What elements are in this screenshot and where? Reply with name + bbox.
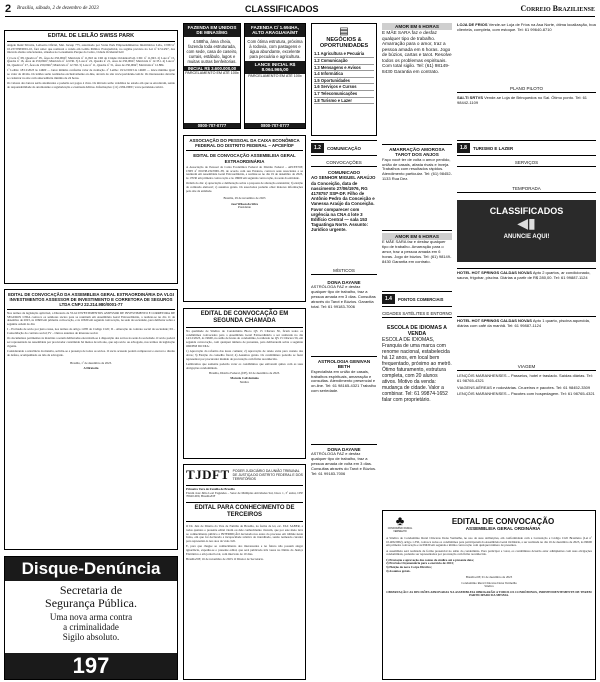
category-box-comunicacao[interactable] (311, 140, 377, 156)
tjdft-court-block (186, 488, 303, 499)
amarracao-ad (382, 144, 452, 226)
amor-2-body: E MÃE SARA faz e desfaz qualquer tipo de trabalho. Amarração para o amor, traz a pessoa amada em 6 horas. Jogo de búzios. Tel: (61) 98149-8430 Garantia em contrato. (382, 239, 452, 264)
citacao-para: E, para que chegue ao conhecimento dos interessados e no futuro não possam alegar ignorância, expediu-se o presente edital, que será publicado três vezes no Diário da Justiça Eletrônico e em jornal local, com intervalo de 10 dias. (186, 544, 303, 556)
amor-2-title: AMOR EM 6 HORAS (382, 233, 452, 240)
condominio-header (386, 514, 592, 534)
apcef-notice (183, 135, 306, 302)
disque-line3: Uma nova arma contra (49, 612, 133, 622)
dona-dayane-ad-1 (311, 280, 377, 352)
viagem-header: VIAGEM (457, 364, 596, 371)
escola-body: ESCOLA DE IDIOMAS, Franquia de uma marca com renome nacional, estabelecida há 12 anos, em local bem frequentado, próximo ao metrô. Ótimo faturamento, estrutura completa, com 20 alunos ativos. Motivo da venda: mudança de cidade. Valor a combinar. Tel: 61 99874-1652 falar com proprietário. (382, 337, 452, 403)
leilao-body (7, 44, 175, 90)
leilao-para: Os valores dos lances serão atualizados e poderão ser pagos à vista. Os imóveis serão vendidos no estado em que se encontram, sendo de responsabilidade do arrematante a regularização e eventuais débitos. Informações: (11) 2184-0900 | www.portalzuk.com.br. (7, 81, 175, 89)
assembleia-body (7, 312, 175, 371)
loja-frios-text (457, 23, 596, 33)
hotel-ad-1 (457, 268, 596, 312)
disque-title: Disque-Denúncia (5, 557, 177, 581)
index-list (314, 51, 374, 104)
classificados-ad-title: CLASSIFICADOS (489, 206, 564, 216)
convocacoes-header: CONVOCAÇÕES (311, 160, 377, 167)
condominio-body (386, 537, 592, 598)
dona-1-body: ASTRÓLOGA FAZ e desfaz qualquer tipo de trabalho, traz a pessoa amada em 3 dias. Consultas através do Tarot e Búzios. Garantia total. Tel: 61 99183-7006 (311, 284, 376, 309)
index-item[interactable]: 1.7 Telecomunicações (314, 91, 374, 98)
assembleia-para: I – Exclusão de sócio por justa causa, nos termos do artigo 1.085 do Código Civil; II – Alteração do contrato social da sociedade; III – Consolidação do contrato social; IV – Outros assuntos de interesse social. (7, 327, 175, 336)
apcef-subtitle: EDITAL DE CONVOCAÇÃO ASSEMBLEIA GERAL EXTRAORDINÁRIA (186, 150, 303, 163)
megaphone-icon: ◀▮ (517, 217, 536, 232)
convocacao-signer-role: Síndico (239, 379, 250, 384)
comunicado-ad (311, 170, 377, 264)
cidades-header: CIDADES SATÉLITES E ENTORNO (382, 311, 452, 316)
index-item[interactable]: 1.6 Serviços e Cursos (314, 84, 374, 91)
convocacao-signer: Marcelo Cali Antônio (230, 376, 259, 381)
convocacao-body (186, 330, 303, 385)
fazenda-1-title: FAZENDA EM UNIDOS DE MINAS/MG (184, 24, 240, 37)
assembleia-title: EDITAL DE CONVOCAÇÃO DA ASSEMBLEIA GERAL EXTRAORDINÁRIA DA VLGI INVESTIMENTOS ASSESSOR DE INVESTIMENTO E CORRETORA DE SEGUROS LTDA CNPJ 22.214.980/0001-77 (7, 292, 175, 310)
escola-ad (382, 325, 452, 505)
condominio-para: A assembleia será realizada de forma presencial no salão do condomínio. Para participar e votar, os condôminos deverão estar adimplentes com suas obrigações condominiais, podendo ser representados por procuração com firma reconhecida. (386, 548, 592, 557)
astrologia-body: Especialista em união de casais, trabalhos espirituais, amarração e consultas. Atendimento presencial e on-line. Tel: 61 98165-4321 Trabalho com seriedade. (311, 368, 377, 393)
condominio-logo (386, 514, 414, 534)
assembleia-para: Considerando a relevância da matéria, solicita-se a presença de todos os sócios. O sócio acusado poderá comparecer e exercer o direito de defesa, acompanhado ou não de advogado. (7, 349, 175, 357)
apcef-para: Ordem do dia: a) apreciação e deliberação sobre a proposta de alteração estatutária; b) eleição da comissão eleitoral; c) assuntos gerais. Os associados poderão obter maiores informações pelo site da entidade. (186, 181, 303, 193)
fazenda-ad-2 (244, 23, 306, 129)
category-label: TURISMO E LAZER (472, 145, 514, 151)
assembleia-signer: A Diretoria (83, 365, 99, 370)
condominio-titles (414, 517, 592, 531)
category-number: 1.4 (382, 294, 395, 304)
index-item[interactable]: 1.8 Turismo e Lazer (314, 98, 374, 105)
page-header (5, 3, 595, 17)
hotel-1-text (457, 271, 596, 281)
disque-line5: Sigilo absoluto. (62, 632, 120, 642)
category-number: 1.8 (457, 143, 470, 153)
tjdft-notice (183, 464, 306, 680)
tjdft-header (186, 467, 303, 486)
hotel-1-body: Apto 2 quartos, ar condicionado, sauna, frigobar, piscina. Diárias a partir de R$ 280,00. Tel: 61 99887-1124 (457, 270, 591, 280)
comunicado-title: COMUNICADO (327, 170, 361, 175)
loja-frios-ad (457, 23, 596, 83)
astrologia-ad (311, 356, 377, 440)
hotel-ad-2 (457, 316, 596, 360)
index-box (311, 23, 377, 136)
disque-line2: Segurança Pública. (45, 596, 137, 610)
convocacao-para: 1) Aprovação da reforma das áreas comuns; 2) Aprovação de rateio extra para custeio das obras; 3) Eleição do conselho fiscal; 4) Assuntos gerais. Os condôminos poderão se fazer representar por procurador munido de procuração com firma reconhecida. (186, 349, 303, 361)
loja-frios-title: LOJA DE FRIOS (457, 22, 488, 27)
category-label: PONTOS COMERCIAIS (397, 296, 444, 302)
condominio-subtitle: ASSEMBLEIA GERAL ORDINÁRIA (465, 525, 541, 531)
newspaper-name: Correio Braziliense (520, 4, 595, 13)
tjdft-logo: TJDFT (186, 467, 230, 482)
leilao-para: 1º Leilão: 18/12/2023 às 14h00 — lance mínimo conforme valor de avaliação. 2º Leilão: 19/12/2023 às 14h00 — lance mínimo igual ao valor da dívida. Os leilões serão realizados exclusivamente on-line, através do site www.portalzuk.com.br. Os interessados deverão se cadastrar no site com antecedência mínima de 24 horas. (7, 68, 175, 80)
tree-icon: ♣ (395, 513, 405, 528)
hotel-2-title: HOTEL HOT SPRINGS CALDAS NOVAS (457, 318, 532, 323)
apcef-signer: José Wilson da Silva (231, 201, 258, 206)
convocacao-notice (183, 308, 306, 459)
convocacao-sign: Brasília, Distrito Federal, (DF), 02 de dezembro de 2023. (209, 370, 280, 375)
fazenda-1-body: 4.588ha, área cheia, fazenda toda estruturada, com sede, casa de caseiro, currais, estábulo, lagos e muitas outras benfeitorias. (186, 38, 238, 64)
hotel-1-title: HOTEL HOT SPRINGS CALDAS NOVAS (457, 270, 532, 275)
disque-number: 197 (5, 653, 177, 679)
index-item[interactable]: 1.2 Comunicação (314, 58, 374, 65)
convocacao-title: EDITAL DE CONVOCAÇÃO EM SEGUNDA CHAMADA (186, 311, 303, 328)
plano-piloto-header: PLANO PILOTO (457, 86, 596, 93)
fazenda-2-phone: 0800-707-0777 (245, 123, 305, 128)
apcef-para: A Associação do Pessoal da Caixa Econômica Federal do Distrito Federal – APCEF/DF, CNPJ nº 00.038.232/0001-38, de acordo com seu Estatuto, convoca seus associados a se reunirem em Assembleia Geral Extraordinária, a realizar-se no dia 19 de dezembro de 2023, às 17h30 em primeira convocação e às 18h00 em segunda convocação, na sede da entidade. (186, 164, 303, 180)
amor-1-body: E MÃE SARA faz e desfaz qualquer tipo de trabalho. Amarração para o amor, traz a pessoa amada em 6 horas. Jogo de búzios, cartas e tarot. Resolve todos os problemas espirituais. Com total sigilo. Tel: (61) 98149-8430 Garantia em contrato. (382, 30, 452, 74)
category-label: COMUNICAÇÃO (326, 145, 361, 151)
tjdft-court: Primeira Vara de Família de Brasília (186, 487, 235, 491)
category-number: 1.2 (311, 143, 324, 153)
escola-title: ESCOLA DE IDIOMAS A VENDA (387, 325, 447, 337)
classificados-ad[interactable] (457, 200, 596, 262)
index-item[interactable]: 1.1 Agricultura e Pecuária (314, 51, 374, 58)
disque-line4: a criminalidade (63, 622, 119, 632)
category-box-turismo[interactable] (457, 140, 596, 156)
assembleia-sign: Brasília, 1º de dezembro de 2023. (70, 360, 112, 365)
leilao-notice (4, 30, 178, 284)
hotel-2-text (457, 319, 596, 329)
dona-1-title: DONA DAYANE (327, 280, 361, 285)
fazenda-1-price: INICIAL R$ 3.600.000,00 (184, 66, 240, 71)
condominio-footer: OBSERVAÇÃO: AS DECISÕES APROVADAS NA ASSEMBLEIA OBRIGARÃO A TODOS OS CONDÔMINOS, INDEPENDENTEMENTE DE TEREM PARTICIPADO DA MESMA. (386, 589, 592, 598)
condominio-title: EDITAL DE CONVOCAÇÃO (451, 516, 555, 526)
condominio-notice (382, 510, 596, 680)
fazenda-2-installments: PARCELAMENTO EM ATÉ 100x (248, 73, 302, 78)
agenda-item: 2) Previsão Orçamentária para o exercício de 2024; (386, 561, 454, 566)
misticos-header: MÍSTICOS (311, 268, 377, 275)
category-box-pontos[interactable] (382, 291, 452, 307)
agenda-item: 3) Eleição do novo Corpo Diretivo; (386, 564, 432, 569)
dateline: Brasília, sábado, 2 de dezembro de 2023 (17, 6, 99, 11)
sai-ti-body: Vende-se Loja de Brinquedos no Sai. Ótimo ponto. Tel: 61 98442-1109 (457, 95, 588, 105)
amarracao-body: Faço você ter de volta o amor perdido, união de casais, afasta rivais e inveja. Trabalhos com resultados rápidos. Atendimento particular. Tel: (61) 98452-1133 Rua Dez. (382, 156, 452, 181)
assembleia-para: Os documentos pertinentes às matérias a serem deliberadas encontram-se à disposição dos sócios na sede da sociedade. O sócio poderá ser representado na Assembleia por procurador constituído há menos de um ano, que seja sócio ou advogado, nos termos da legislação vigente. (7, 336, 175, 348)
hotel-2-body: Apto 1 quarto, piscina aquecida, diárias com café da manhã. Tel: 61 99887-1124 (457, 318, 591, 328)
agenda-item: 4) Assuntos gerais. (386, 568, 411, 573)
amor-ad-1 (382, 23, 452, 139)
section-title: CLASSIFICADOS (245, 4, 319, 14)
tjdft-address: Fórum José Júlio Leal Fagundes – Setor de Múltiplas Atividades Sul, bloco 1, 3º andar, CEP 70620-000, Brasília/DF (186, 490, 303, 499)
temporada-header: TEMPORADA (457, 186, 596, 193)
leilao-title: EDITAL DE LEILÃO SWISS PARK (7, 33, 175, 42)
condominio-sign: Brasília-DF, 01 de dezembro de 2023 (465, 575, 513, 580)
citacao-para: O Dr. Juiz de Direito da Vara de Família de Brasília, na forma da lei, etc. FAZ SABER, a todos quantos o presente edital virem ou dele conhecimento tiverem, que por este meio leva ao conhecimento público a INTERDIÇÃO decretada nos autos do processo em trâmite neste Juízo, em que foi declarada a incapacidade relativa do interditado, sendo nomeado curador para representá-lo nos atos da vida civil. (186, 524, 303, 543)
assembleia-para: Nos termos da legislação aplicável, a Diretoria da VLGI INVESTIMENTOS ASSESSOR DE INVESTIMENTO E CORRETORA DE SEGUROS LTDA convoca os senhores sócios para se reunirem em Assembleia Geral Extraordinária, a realizar-se no dia 11 de dezembro de 2023, às 10h00 em primeira convocação, e às 10h30 em segunda convocação, na sede da sociedade, para deliberar sobre a seguinte ordem do dia: (7, 311, 175, 327)
loja-frios-body: Vende-se Loja de Frios na Asa Norte, ótima localização, boa clientela, completa, com estoque. Tel: 61 99640-8710 (457, 22, 596, 32)
agenda-item: 1) Prestação e aprovação das contas do síndico até a presente data; (386, 557, 474, 562)
convocacao-para: Na qualidade de Síndico do Condomínio Bloco QS 15 Chácara 56, ficam todos os condôminos convocados para a Assembleia Geral Extraordinária a ser realizada no dia 14/12/2023, às 19h00, no salão de festas do condomínio, localizado no QS 15 Chácara 56, em segunda convocação, com qualquer número de presentes, para deliberarem sobre a seguinte ORDEM DO DIA: (186, 329, 303, 348)
dona-2-title: DONA DAYANE (327, 447, 361, 452)
condominio-signer-role: Síndica (484, 584, 494, 589)
fazenda-1-installments: PARCELAMENTO EM ATÉ 100x (185, 70, 239, 75)
dona-2-body: ASTRÓLOGA FAZ e desfaz qualquer tipo de trabalho, traz a pessoa amada de volta em 3 dias. Consultas através do Tarot e Búzios. Tel: 61 99183-7006 (311, 451, 377, 476)
viagem-list (457, 374, 596, 420)
lencois-ad-2: LENÇÓIS MARANHENSES – Pacotes com hospedagem. Tel: 61 98765-4321 (457, 391, 595, 397)
disque-line1: Secretaria de (59, 583, 123, 597)
amor-ad-2 (382, 230, 452, 286)
condominio-para: A Síndica do Condomínio Rural Chácaras Dona Vermelha, no uso de suas atribuições, em conformidade com a Convenção e Código Civil Brasileiro (Lei nº 10.406/2002), artigo 1.350, convoca todos os condôminos para participarem da Assembleia Geral Ordinária, a ser realizada no dia 16 de dezembro de 2023, às 09h00 em primeira convocação e às 09h30 em segunda e última convocação com qualquer número de presentes. (386, 535, 592, 548)
citacao-body (186, 525, 303, 562)
sai-ti-ad (457, 96, 596, 126)
lencois-ad-1: LENÇÓIS MARANHENSES – Passeios, hotel e traslado. Saídas diárias. Tel: 61 98765-4321 (457, 373, 593, 383)
apcef-title: ASSOCIAÇÃO DO PESSOAL DA CAIXA ECONÔMICA FEDERAL DO DISTRITO FEDERAL – APCEF/DF (189, 138, 300, 149)
fazenda-2-title: FAZENDA C/ 1.694HA, ALTO ARAGUAIA/MT (245, 24, 305, 37)
comunicado-body: AO SENHOR MIGUEL ARAÚJO da Conceição, data de nascimento 27/06/1976, RG 4178757 SSP-DF. Filho de Antônio Pedro da Conceição e Vanessa Araújo da Conceição. Favor comparecer com urgência na CNA 4 lote 3 Edifício Central — sala 153 Taguatinga Norte. Assunto: Jurídico urgente. (311, 175, 376, 233)
apcef-body (186, 166, 303, 210)
apcef-sign: Brasília, 29 de novembro de 2023 (223, 196, 266, 201)
briefcase-icon: ▤ (339, 26, 349, 37)
index-title: NEGÓCIOS & OPORTUNIDADES (319, 37, 369, 50)
sai-ti-text (457, 96, 596, 106)
viagens-ad: VIAGENS AÉREAS e rodoviárias. Cruzeiros e pacotes. Tel: 61 98452-3309 (457, 384, 591, 390)
leilao-para: 1) Lote nº 08, Quadra nº 05, Área de 250,00m²; Matrícula nº 11.843 do CRI de Cidade Ocidental/GO. CDC nº 11.843. 2) Lote nº 15, Quadra nº 16, Área de 250,00m²; Matrícula nº 12.036. 3) Lote nº 22, Quadra nº 21, Área de 250,00m²; Matrícula nº 12.351. 4) Lote nº 04, Quadra nº 27, Área de 250,00m²; Matrícula nº 12.702. 5) Lote nº 11, Quadra nº 31, Área de 250,00m²; Matrícula nº 12.884. (7, 55, 175, 68)
index-item[interactable]: 1.5 Oportunidades (314, 78, 374, 85)
citacao-title: EDITAL PARA CONHECIMENTO DE TERCEIROS (186, 502, 303, 522)
sai-ti-title: SAI-TI SRTVS (457, 95, 484, 100)
apcef-signer-role: Presidente (238, 205, 251, 210)
classificados-ad-tag: ANUNCIE AQUI! (503, 234, 550, 240)
fazenda-ad-1 (183, 23, 241, 129)
convocacao-para: Lembramos que somente poderão votar os condôminos que estiverem quites com as suas obrigações condominiais. (186, 361, 303, 370)
disque-denuncia-ad (4, 556, 178, 680)
amor-1-title: AMOR EM 6 HORAS (382, 23, 452, 30)
agenda-list (386, 559, 592, 574)
page-number: 2 (5, 3, 12, 15)
assembleia-notice (4, 289, 178, 550)
leilao-para: Angelo Renê Silveira, Leiloeiro Oficial, Mat. Jucesp 775, autorizado por Swiss Park Empreendimentos Imobiliários Ltda., CNPJ nº 10.237.838/0001-10, fará saber que realizará a venda em Leilão Público Extrajudicial, no regime previsto na Lei nº 9.514/97, dos imóveis abaixo relacionados, situados no Loteamento Parque do Cedro, Cidade Ocidental/GO: (7, 43, 175, 55)
condominio-signer: Condomínio Rural Chácaras Dona Vermelha (461, 580, 517, 585)
amarracao-title: AMARRAÇÃO AMOROSA TAROT DOS ANJOS (389, 147, 445, 158)
tjdft-caption: PODER JUDICIÁRIO DA UNIÃO TRIBUNAL DE JUSTIÇA DO DISTRITO FEDERAL E DOS TERRITÓRIOS (232, 469, 303, 481)
index-item[interactable]: 1.3 Mensagens e Avisos (314, 65, 374, 72)
fazenda-2-body: Com ótima estrutura, próxima à rodovia, com pastagens e água abundante, excelente para pecuária e agricultura. (247, 38, 303, 59)
index-item[interactable]: 1.4 Informática (314, 71, 374, 78)
condominio-logo-text: CONDOMÍNIO RURAL VERMELHO (387, 527, 413, 533)
fazenda-1-phone: 0800-707-0777 (184, 123, 240, 128)
citacao-para: Brasília/DF, 16 de novembro de 2023. O Diretor de Secretaria. (186, 556, 264, 561)
astrologia-title: ASTROLOGIA GENIVAN BETH (317, 359, 371, 370)
dona-dayane-ad-2 (311, 444, 377, 516)
servicos-header: SERVIÇOS (457, 160, 596, 167)
fazenda-2-price: LANCE INICIAL R$ 8.064.965,00 (245, 61, 305, 74)
